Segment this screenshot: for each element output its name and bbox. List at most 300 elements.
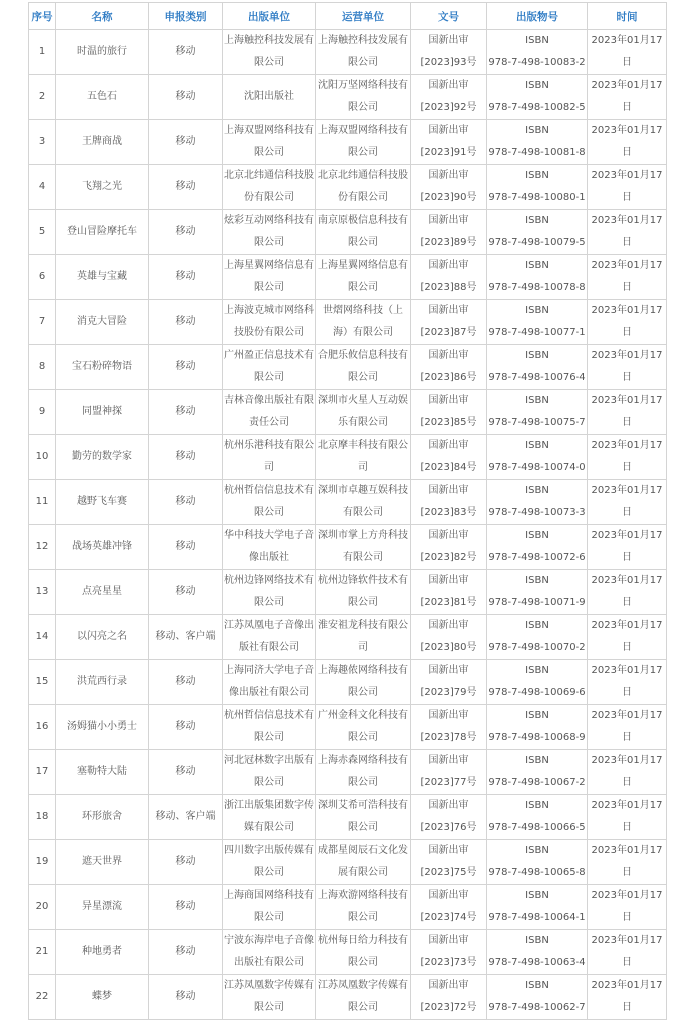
header-publisher: 出版单位 [223, 3, 316, 30]
cell-no: 12 [29, 525, 56, 570]
cell-type: 移动 [149, 210, 223, 255]
cell-doc-no-line: 国新出审 [428, 260, 469, 271]
cell-doc-no-line: [2023]77号 [420, 777, 477, 788]
cell-name: 环形旅舍 [56, 795, 149, 840]
cell-date-line: 日 [622, 957, 632, 968]
cell-operator [316, 480, 411, 525]
cell-operator [316, 390, 411, 435]
cell-operator-line: 合肥乐攸信息科技有 [318, 350, 408, 361]
cell-no: 8 [29, 345, 56, 390]
cell-date-line: 日 [622, 282, 632, 293]
cell-isbn [487, 525, 588, 570]
cell-publisher-line: 限公司 [254, 57, 284, 68]
cell-operator [316, 345, 411, 390]
cell-date-line: 2023年01月17 [591, 305, 663, 316]
cell-date [588, 345, 667, 390]
cell-doc-no-line: 国新出审 [428, 575, 469, 586]
cell-date-line: 2023年01月17 [591, 170, 663, 181]
cell-doc-no-line: [2023]75号 [420, 867, 477, 878]
cell-date [588, 705, 667, 750]
cell-date-line: 日 [622, 417, 632, 428]
cell-name: 时温的旅行 [56, 30, 149, 75]
cell-publisher-line: 广州盈正信息技术有 [224, 350, 314, 361]
cell-isbn-line: ISBN [525, 935, 549, 946]
cell-isbn [487, 705, 588, 750]
cell-date-line: 日 [622, 327, 632, 338]
header-isbn: 出版物号 [487, 3, 588, 30]
cell-type: 移动 [149, 840, 223, 885]
cell-operator-line: 有限公司 [343, 552, 383, 563]
cell-publisher-line: 像出版社 [249, 552, 289, 563]
cell-isbn-line: ISBN [525, 845, 549, 856]
cell-date-line: 2023年01月17 [591, 395, 663, 406]
cell-date-line: 2023年01月17 [591, 530, 663, 541]
cell-isbn [487, 255, 588, 300]
cell-doc-no [411, 570, 487, 615]
table-row [29, 210, 667, 255]
table-row [29, 885, 667, 930]
cell-publisher-line: 限公司 [254, 147, 284, 158]
cell-operator-line: 限公司 [348, 282, 378, 293]
cell-doc-no-line: 国新出审 [428, 845, 469, 856]
cell-doc-no-line: 国新出审 [428, 755, 469, 766]
cell-doc-no-line: 国新出审 [428, 800, 469, 811]
cell-operator-line: 限公司 [348, 687, 378, 698]
cell-operator [316, 840, 411, 885]
cell-publisher-line: 上海商国网络科技有 [224, 890, 314, 901]
cell-isbn-line: ISBN [525, 215, 549, 226]
cell-date-line: 日 [622, 642, 632, 653]
cell-publisher [223, 210, 316, 255]
cell-date-line: 2023年01月17 [591, 485, 663, 496]
cell-date [588, 165, 667, 210]
cell-no: 22 [29, 975, 56, 1020]
cell-doc-no [411, 390, 487, 435]
cell-doc-no-line: [2023]89号 [420, 237, 477, 248]
cell-isbn [487, 930, 588, 975]
cell-operator [316, 975, 411, 1020]
cell-operator-line: 份有限公司 [338, 192, 388, 203]
cell-operator-line: 限公司 [348, 237, 378, 248]
cell-publisher-line: 北京北纬通信科技股 [224, 170, 314, 181]
cell-isbn-line: 978-7-498-10082-5 [488, 102, 586, 113]
cell-publisher [223, 480, 316, 525]
cell-name: 种地勇者 [56, 930, 149, 975]
cell-operator-line: 限公司 [348, 732, 378, 743]
cell-isbn [487, 615, 588, 660]
cell-isbn-line: 978-7-498-10064-1 [488, 912, 586, 923]
cell-doc-no [411, 525, 487, 570]
cell-date-line: 2023年01月17 [591, 575, 663, 586]
cell-publisher-line: 上海波克城市网络科 [224, 305, 314, 316]
cell-no: 1 [29, 30, 56, 75]
cell-isbn-line: 978-7-498-10069-6 [488, 687, 586, 698]
cell-publisher [223, 570, 316, 615]
cell-isbn-line: ISBN [525, 125, 549, 136]
cell-doc-no [411, 930, 487, 975]
table-row [29, 480, 667, 525]
cell-isbn-line: ISBN [525, 170, 549, 181]
cell-doc-no [411, 705, 487, 750]
cell-isbn-line: ISBN [525, 80, 549, 91]
cell-isbn-line: ISBN [525, 755, 549, 766]
cell-name: 五色石 [56, 75, 149, 120]
cell-isbn-line: 978-7-498-10062-7 [488, 1002, 586, 1013]
table-row [29, 930, 667, 975]
cell-publisher-line: 像出版社有限公司 [229, 687, 309, 698]
cell-doc-no-line: [2023]76号 [420, 822, 477, 833]
cell-publisher-line: 版社有限公司 [239, 642, 299, 653]
cell-operator-line: 限公司 [348, 597, 378, 608]
cell-doc-no-line: 国新出审 [428, 170, 469, 181]
cell-operator-line: 成都星阅辰石文化发 [318, 845, 408, 856]
cell-type: 移动、客户端 [149, 795, 223, 840]
cell-publisher-line: 限公司 [254, 1002, 284, 1013]
cell-doc-no-line: [2023]86号 [420, 372, 477, 383]
cell-isbn [487, 570, 588, 615]
cell-operator [316, 750, 411, 795]
cell-type: 移动 [149, 435, 223, 480]
table-row [29, 435, 667, 480]
cell-date [588, 210, 667, 255]
cell-date-line: 日 [622, 102, 632, 113]
cell-publisher-line: 限公司 [254, 867, 284, 878]
cell-no: 10 [29, 435, 56, 480]
cell-isbn-line: 978-7-498-10065-8 [488, 867, 586, 878]
cell-name: 蝶梦 [56, 975, 149, 1020]
table-row [29, 120, 667, 165]
cell-date-line: 日 [622, 912, 632, 923]
cell-publisher-line: 限公司 [254, 282, 284, 293]
cell-isbn-line: ISBN [525, 440, 549, 451]
table-row [29, 390, 667, 435]
cell-isbn-line: ISBN [525, 260, 549, 271]
cell-operator-line: 深圳艾希可浩科技有 [318, 800, 408, 811]
cell-date-line: 2023年01月17 [591, 620, 663, 631]
cell-type: 移动 [149, 345, 223, 390]
cell-isbn [487, 480, 588, 525]
cell-isbn-line: ISBN [525, 395, 549, 406]
cell-publisher-line: 媒有限公司 [244, 822, 294, 833]
cell-no: 19 [29, 840, 56, 885]
cell-operator-line: 限公司 [348, 372, 378, 383]
table-row [29, 30, 667, 75]
cell-no: 14 [29, 615, 56, 660]
cell-name: 王牌商战 [56, 120, 149, 165]
cell-doc-no-line: [2023]92号 [420, 102, 477, 113]
cell-publisher-line: 河北冠林数字出版有 [224, 755, 314, 766]
cell-isbn-line: ISBN [525, 980, 549, 991]
cell-name: 宝石粉碎物语 [56, 345, 149, 390]
cell-doc-no-line: 国新出审 [428, 305, 469, 316]
cell-publisher-line: 杭州哲信信息技术有 [224, 710, 314, 721]
header-row [29, 3, 667, 30]
cell-isbn-line: 978-7-498-10083-2 [488, 57, 586, 68]
cell-doc-no [411, 210, 487, 255]
cell-type: 移动 [149, 165, 223, 210]
cell-publisher [223, 750, 316, 795]
cell-type: 移动 [149, 255, 223, 300]
cell-no: 18 [29, 795, 56, 840]
cell-doc-no [411, 30, 487, 75]
cell-date [588, 75, 667, 120]
cell-publisher-line: 限公司 [254, 597, 284, 608]
cell-no: 4 [29, 165, 56, 210]
cell-date-line: 2023年01月17 [591, 980, 663, 991]
cell-isbn-line: 978-7-498-10071-9 [488, 597, 586, 608]
cell-publisher-line: 江苏凤凰数字传媒有 [224, 980, 314, 991]
cell-doc-no [411, 750, 487, 795]
cell-isbn-line: 978-7-498-10063-4 [488, 957, 586, 968]
cell-publisher [223, 615, 316, 660]
cell-date [588, 300, 667, 345]
cell-publisher [223, 255, 316, 300]
cell-isbn-line: 978-7-498-10075-7 [488, 417, 586, 428]
cell-doc-no-line: [2023]82号 [420, 552, 477, 563]
cell-date-line: 日 [622, 822, 632, 833]
cell-doc-no-line: 国新出审 [428, 530, 469, 541]
cell-doc-no [411, 840, 487, 885]
cell-date [588, 930, 667, 975]
cell-date-line: 日 [622, 777, 632, 788]
cell-date [588, 435, 667, 480]
cell-date-line: 2023年01月17 [591, 890, 663, 901]
cell-type: 移动 [149, 300, 223, 345]
cell-operator-line: 南京原极信息科技有 [318, 215, 408, 226]
cell-doc-no-line: 国新出审 [428, 215, 469, 226]
cell-name: 勤劳的数学家 [56, 435, 149, 480]
cell-doc-no-line: 国新出审 [428, 80, 469, 91]
cell-date-line: 日 [622, 372, 632, 383]
cell-date-line: 2023年01月17 [591, 350, 663, 361]
cell-publisher [223, 840, 316, 885]
cell-publisher-line: 限公司 [254, 732, 284, 743]
cell-date-line: 日 [622, 1002, 632, 1013]
cell-doc-no-line: [2023]84号 [420, 462, 477, 473]
cell-date [588, 480, 667, 525]
cell-date [588, 885, 667, 930]
cell-name: 洪荒西行录 [56, 660, 149, 705]
table-row [29, 75, 667, 120]
cell-type: 移动 [149, 660, 223, 705]
cell-date-line: 日 [622, 192, 632, 203]
cell-doc-no-line: [2023]80号 [420, 642, 477, 653]
cell-isbn-line: 978-7-498-10066-5 [488, 822, 586, 833]
cell-date [588, 120, 667, 165]
header-type: 申报类别 [149, 3, 223, 30]
cell-operator-line: 有限公司 [343, 507, 383, 518]
cell-date-line: 2023年01月17 [591, 935, 663, 946]
cell-name: 飞翔之光 [56, 165, 149, 210]
cell-operator-line: 海）有限公司 [333, 327, 393, 338]
cell-date-line: 日 [622, 687, 632, 698]
cell-date [588, 30, 667, 75]
cell-type: 移动 [149, 705, 223, 750]
cell-operator-line: 上海星翼网络信息有 [318, 260, 408, 271]
cell-doc-no-line: 国新出审 [428, 485, 469, 496]
cell-date-line: 2023年01月17 [591, 845, 663, 856]
cell-operator-line: 限公司 [348, 102, 378, 113]
cell-doc-no [411, 435, 487, 480]
cell-isbn-line: 978-7-498-10081-8 [488, 147, 586, 158]
cell-operator-line: 上海赤森网络科技有 [318, 755, 408, 766]
cell-isbn-line: 978-7-498-10067-2 [488, 777, 586, 788]
table-row [29, 660, 667, 705]
cell-doc-no-line: 国新出审 [428, 620, 469, 631]
cell-operator-line: 限公司 [348, 822, 378, 833]
cell-publisher-line: 宁波东海岸电子音像 [224, 935, 314, 946]
cell-type: 移动 [149, 120, 223, 165]
cell-doc-no [411, 795, 487, 840]
cell-doc-no [411, 885, 487, 930]
cell-publisher-line: 浙江出版集团数字传 [224, 800, 314, 811]
cell-operator [316, 525, 411, 570]
header-operator: 运营单位 [316, 3, 411, 30]
cell-operator-line: 杭州边锋软件技术有 [318, 575, 408, 586]
header-name: 名称 [56, 3, 149, 30]
cell-type: 移动 [149, 930, 223, 975]
cell-name: 遮天世界 [56, 840, 149, 885]
cell-doc-no-line: [2023]74号 [420, 912, 477, 923]
cell-operator [316, 705, 411, 750]
cell-publisher-line: 上海触控科技发展有 [224, 35, 314, 46]
cell-operator-line: 北京摩丰科技有限公 [318, 440, 408, 451]
cell-isbn [487, 210, 588, 255]
cell-publisher-line: 杭州哲信信息技术有 [224, 485, 314, 496]
table-row [29, 570, 667, 615]
cell-doc-no [411, 165, 487, 210]
cell-doc-no [411, 660, 487, 705]
cell-publisher [223, 705, 316, 750]
cell-no: 2 [29, 75, 56, 120]
cell-operator [316, 435, 411, 480]
cell-isbn [487, 165, 588, 210]
cell-date-line: 2023年01月17 [591, 755, 663, 766]
cell-date-line: 2023年01月17 [591, 125, 663, 136]
cell-type: 移动 [149, 390, 223, 435]
cell-isbn [487, 750, 588, 795]
cell-publisher-line: 杭州乐港科技有限公 [224, 440, 314, 451]
cell-operator-line: 世熠网络科技（上 [323, 305, 403, 316]
cell-date [588, 525, 667, 570]
cell-doc-no [411, 345, 487, 390]
cell-doc-no [411, 75, 487, 120]
cell-isbn [487, 840, 588, 885]
table-row [29, 795, 667, 840]
cell-date-line: 日 [622, 57, 632, 68]
cell-isbn-line: 978-7-498-10078-8 [488, 282, 586, 293]
cell-isbn-line: ISBN [525, 530, 549, 541]
cell-no: 16 [29, 705, 56, 750]
cell-isbn-line: 978-7-498-10079-5 [488, 237, 586, 248]
cell-doc-no-line: [2023]79号 [420, 687, 477, 698]
cell-publisher-line: 责任公司 [249, 417, 289, 428]
cell-date [588, 390, 667, 435]
header-date: 时间 [588, 3, 667, 30]
cell-publisher [223, 165, 316, 210]
cell-publisher-line: 限公司 [254, 237, 284, 248]
cell-date-line: 日 [622, 507, 632, 518]
cell-doc-no [411, 615, 487, 660]
cell-isbn [487, 30, 588, 75]
cell-operator-line: 限公司 [348, 57, 378, 68]
cell-publisher [223, 300, 316, 345]
cell-publisher-line: 出版社有限公司 [234, 957, 304, 968]
cell-name: 消克大冒险 [56, 300, 149, 345]
cell-operator-line: 上海趣侬网络科技有 [318, 665, 408, 676]
cell-no: 7 [29, 300, 56, 345]
cell-isbn-line: ISBN [525, 710, 549, 721]
cell-isbn [487, 435, 588, 480]
cell-operator [316, 795, 411, 840]
cell-date-line: 日 [622, 867, 632, 878]
cell-no: 21 [29, 930, 56, 975]
cell-date [588, 795, 667, 840]
cell-publisher-line: 吉林音像出版社有限 [224, 395, 314, 406]
cell-doc-no-line: [2023]91号 [420, 147, 477, 158]
cell-doc-no [411, 255, 487, 300]
cell-operator-line: 深圳市掌上方舟科技 [318, 530, 408, 541]
table-row [29, 255, 667, 300]
cell-isbn [487, 390, 588, 435]
cell-operator-line: 限公司 [348, 957, 378, 968]
cell-publisher [223, 525, 316, 570]
cell-name: 点亮星星 [56, 570, 149, 615]
cell-operator-line: 深圳市卓趣互娱科技 [318, 485, 408, 496]
cell-isbn-line: 978-7-498-10076-4 [488, 372, 586, 383]
cell-type: 移动 [149, 525, 223, 570]
cell-isbn-line: ISBN [525, 35, 549, 46]
cell-operator-line: 深圳市火星人互动娱 [318, 395, 408, 406]
cell-isbn-line: ISBN [525, 665, 549, 676]
cell-name: 登山冒险摩托车 [56, 210, 149, 255]
cell-no: 5 [29, 210, 56, 255]
table-row [29, 750, 667, 795]
cell-isbn [487, 75, 588, 120]
cell-no: 9 [29, 390, 56, 435]
table-row [29, 840, 667, 885]
cell-isbn-line: ISBN [525, 890, 549, 901]
table-row [29, 975, 667, 1020]
cell-doc-no [411, 480, 487, 525]
cell-doc-no-line: [2023]87号 [420, 327, 477, 338]
cell-date-line: 日 [622, 732, 632, 743]
cell-isbn-line: 978-7-498-10072-6 [488, 552, 586, 563]
cell-doc-no-line: 国新出审 [428, 125, 469, 136]
cell-isbn-line: 978-7-498-10070-2 [488, 642, 586, 653]
cell-date-line: 2023年01月17 [591, 440, 663, 451]
table-row [29, 165, 667, 210]
cell-isbn-line: 978-7-498-10080-1 [488, 192, 586, 203]
cell-doc-no-line: 国新出审 [428, 980, 469, 991]
cell-type: 移动 [149, 480, 223, 525]
cell-date-line: 2023年01月17 [591, 215, 663, 226]
table-row [29, 300, 667, 345]
cell-operator-line: 淮安祖龙科技有限公 [318, 620, 408, 631]
table-row [29, 525, 667, 570]
cell-type: 移动 [149, 570, 223, 615]
cell-operator [316, 885, 411, 930]
cell-doc-no-line: [2023]85号 [420, 417, 477, 428]
cell-date [588, 840, 667, 885]
cell-isbn [487, 885, 588, 930]
cell-isbn-line: ISBN [525, 575, 549, 586]
cell-isbn-line: 978-7-498-10073-3 [488, 507, 586, 518]
cell-operator-line: 上海欢游网络科技有 [318, 890, 408, 901]
cell-operator-line: 展有限公司 [338, 867, 388, 878]
cell-doc-no-line: [2023]93号 [420, 57, 477, 68]
cell-isbn-line: ISBN [525, 620, 549, 631]
